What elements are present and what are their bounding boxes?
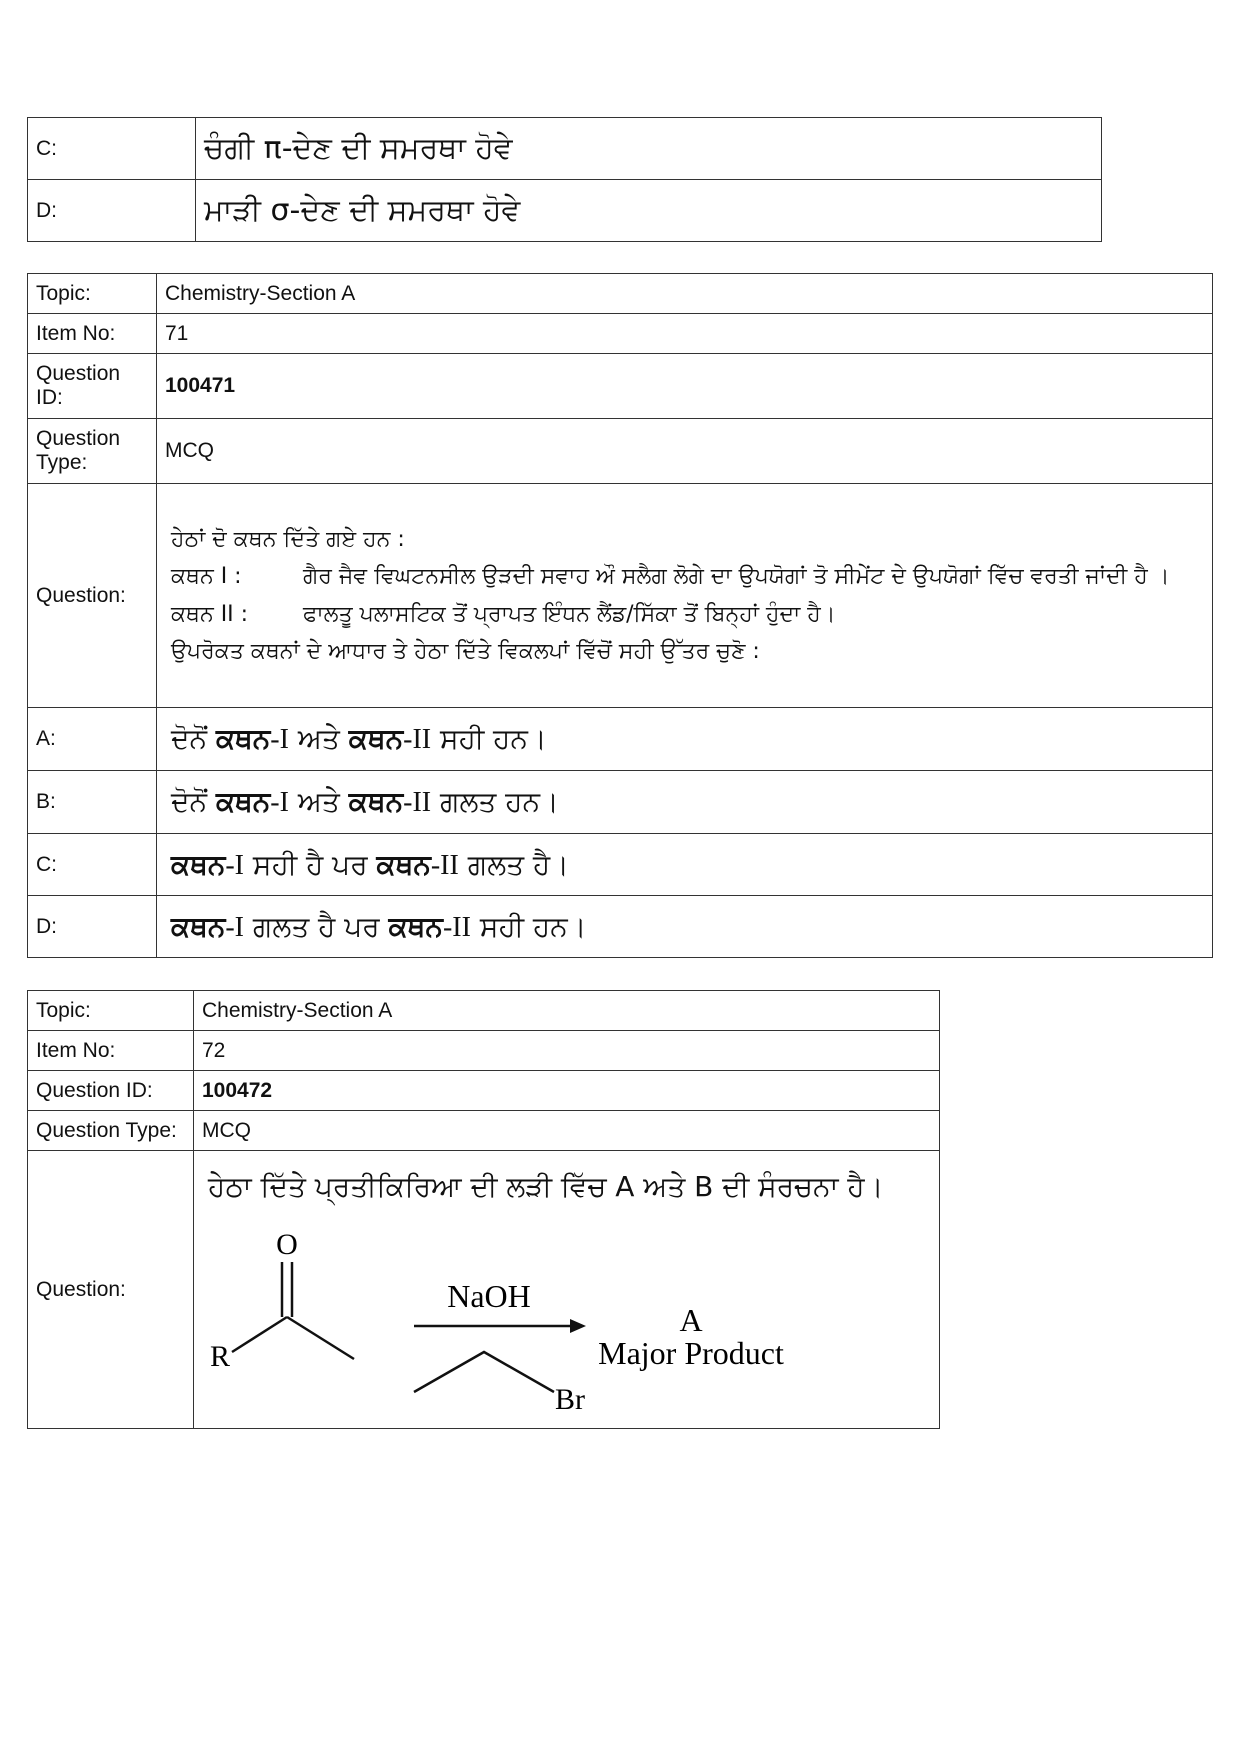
question-intro: ਹੇਠਾਂ ਦੋ ਕਥਨ ਦਿੱਤੇ ਗਏ ਹਨ : [171,527,405,553]
methyl-bond [287,1317,354,1359]
option-part: ਸਹੀ ਹਨ। [431,722,547,755]
item-row [28,1031,940,1071]
question-label: Question: [28,1151,194,1429]
question-type-label: Question Type: [28,419,157,484]
option-label: B: [28,771,157,834]
option-keyword: ਕਥਨ [215,785,271,818]
option-part: ਗਲਤ ਹੈ। [458,847,570,881]
option-text [157,896,1213,958]
topic-label: Topic: [28,274,157,314]
topic-value: Chemistry-Section A [157,274,1213,314]
option-part: ਦੋਨੋਂ [171,722,216,755]
option-part: ਦੋਨੋਂ [171,785,216,818]
question-id-value: 100472 [194,1071,940,1111]
statement-1-text: ਗੈਰ ਜੈਵ ਵਿਘਟਨਸੀਲ ਉੜਦੀ ਸਵਾਹ ਔ ਸਲੈਗ ਲੋਗੇ ਦਾ ਉਪਯੋਗਾਂ ਤੋ ਸੀਮੇਂਟ ਦੇ ਉਪਯੋਗਾਂ ਵਿੱਚ ਵਰਤੀ ਜਾਂਦੀ ਹੈ । [303,564,1170,590]
statement-1-label: ਕਥਨ I : [171,564,242,590]
option-roman: -I [225,911,245,943]
question-table-72 [27,990,940,1429]
option-roman: -II [403,787,432,818]
ethyl-bromide-skeleton [414,1352,554,1392]
option-text [157,834,1213,896]
option-label: A: [28,708,157,771]
question-label: Question: [28,484,157,708]
statement-2-text: ਫਾਲਤੂ ਪਲਾਸਟਿਕ ਤੋਂ ਪ੍ਰਾਪਤ ਇੰਧਨ ਲੈਂਡ/ਸਿੱਕਾ ਤੋਂ ਬਿਨ੍ਹਾਂ ਹੁੰਦਾ ਹੈ। [303,601,836,627]
question-closing: ਉਪਰੋਕਤ ਕਥਨਾਂ ਦੇ ਆਧਾਰ ਤੇ ਹੇਠਾ ਦਿੱਤੇ ਵਿਕਲਪਾਂ ਵਿੱਚੋਂ ਸਹੀ ਉੱਤਰ ਚੁਣੋ : [171,638,760,664]
option-keyword: ਕਥਨ [348,785,404,818]
reaction-scheme [194,1204,934,1419]
r-group: R [209,1340,231,1373]
question-body [157,484,1213,708]
question-type-row [28,419,1213,484]
product-label: Major Product [598,1335,784,1371]
question-id-value: 100471 [157,354,1213,419]
item-value: 71 [157,314,1213,354]
question-table-71 [27,273,1213,958]
topic-row [28,274,1213,314]
r-bond [232,1317,287,1352]
question-type-value: MCQ [157,419,1213,484]
item-row [28,314,1213,354]
option-keyword: ਕਥਨ [171,909,226,943]
question-type-row [28,1111,940,1151]
question-id-label: Question ID: [28,1071,194,1111]
option-roman: -II [430,849,459,881]
option-keyword: ਕਥਨ [376,847,431,881]
option-keyword: ਕਥਨ [171,847,226,881]
option-row-d [28,896,1213,958]
option-part: ਅਤੇ [288,785,349,818]
item-value: 72 [194,1031,940,1071]
option-keyword: ਕਥਨ [348,722,404,755]
question-type-value: MCQ [194,1111,940,1151]
option-row-a [28,708,1213,771]
statement-2 [171,597,1198,632]
option-part: ਗਲਤ ਹੈ ਪਰ [244,909,389,943]
option-label: C: [28,118,196,180]
option-roman: -I [225,849,245,881]
question-id-label: Question ID: [28,354,157,419]
option-part: ਸਹੀ ਹੈ ਪਰ [244,847,377,881]
reaction-arrow-head [570,1319,586,1333]
option-text [157,771,1213,834]
option-keyword: ਕਥਨ [215,722,271,755]
option-text: ਮਾੜੀ σ-ਦੇਣ ਦੀ ਸਮਰਥਾ ਹੋਵੇ [196,180,1102,242]
option-row-d [28,180,1102,242]
topic-value: Chemistry-Section A [194,991,940,1031]
statement-2-label: ਕਥਨ II : [171,601,249,627]
question-id-row [28,354,1213,419]
oxygen-atom: O [276,1228,298,1261]
topic-row [28,991,940,1031]
question-row [28,1151,940,1429]
question-id-row [28,1071,940,1111]
option-part: ਗਲਤ ਹਨ। [431,785,559,818]
option-roman: -II [403,724,432,755]
question-type-label: Question Type: [28,1111,194,1151]
reagent-naoh: NaOH [447,1278,531,1314]
option-row-b [28,771,1213,834]
bromine-atom: Br [555,1383,585,1416]
question-body [194,1151,940,1429]
option-label: D: [28,896,157,958]
option-label: C: [28,834,157,896]
option-roman: -II [442,911,471,943]
question-row [28,484,1213,708]
option-roman: -I [270,787,289,818]
option-row-c [28,834,1213,896]
option-row-c [28,118,1102,180]
option-keyword: ਕਥਨ [388,909,443,943]
product-letter: A [679,1302,703,1338]
option-text: ਚੰਗੀ π-ਦੇਣ ਦੀ ਸਮਰਥਾ ਹੋਵੇ [196,118,1102,180]
statement-1 [171,559,1198,594]
question-text: ਹੇਠਾ ਦਿੱਤੇ ਪ੍ਰਤੀਕਿਰਿਆ ਦੀ ਲੜੀ ਵਿੱਚ A ਅਤੇ B ਦੀ ਸੰਰਚਨਾ ਹੈ। [208,1170,884,1203]
option-label: D: [28,180,196,242]
option-roman: -I [270,724,289,755]
item-label: Item No: [28,314,157,354]
option-text [157,708,1213,771]
item-label: Item No: [28,1031,194,1071]
option-part: ਸਹੀ ਹਨ। [470,909,587,943]
option-part: ਅਤੇ [288,722,349,755]
options-continuation-table [27,117,1102,242]
topic-label: Topic: [28,991,194,1031]
